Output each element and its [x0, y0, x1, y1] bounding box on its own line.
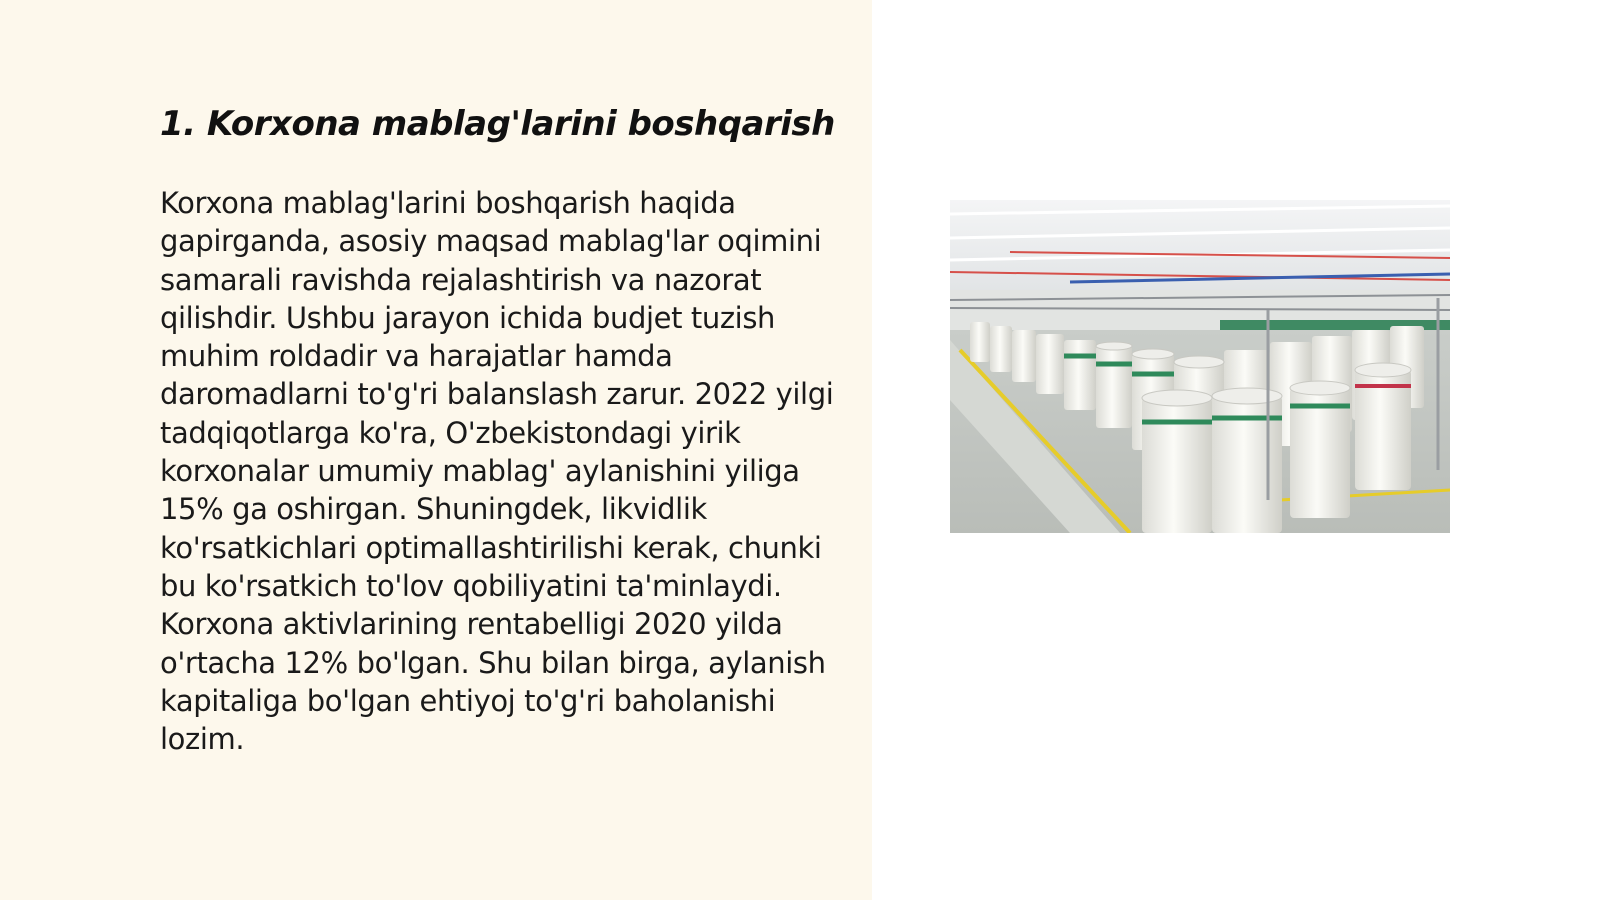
- textile-factory-photo: [950, 200, 1450, 533]
- slide-body-text: Korxona mablag'larini boshqarish haqida gapirganda, asosiy maqsad mablag'lar oqimini samarali ravishda rejalashtirish va nazorat qilishdir. Ushbu jarayon ichida budjet tuzish muhim roldadir va harajatlar hamda daromadlarni to'g'ri balanslash zarur. 2022 yilgi tadqiqotlarga ko'ra, O'zbekistondagi yirik korxonalar umumiy mablag' aylanishini yiliga 15% ga oshirgan. Shuningdek, likvidlik ko'rsatkichlari optimallashtirilishi kerak, chunki bu ko'rsatkich to'lov qobiliyatini ta'minlaydi. Korxona aktivlarining rentabelligi 2020 yilda o'rtacha 12% bo'lgan. Shu bilan birga, aylanish kapitaliga bo'lgan ehtiyoj to'g'ri baholanishi lozim.: [160, 186, 834, 757]
- slide-title: 1. Korxona mablag'larini boshqarish: [160, 104, 835, 144]
